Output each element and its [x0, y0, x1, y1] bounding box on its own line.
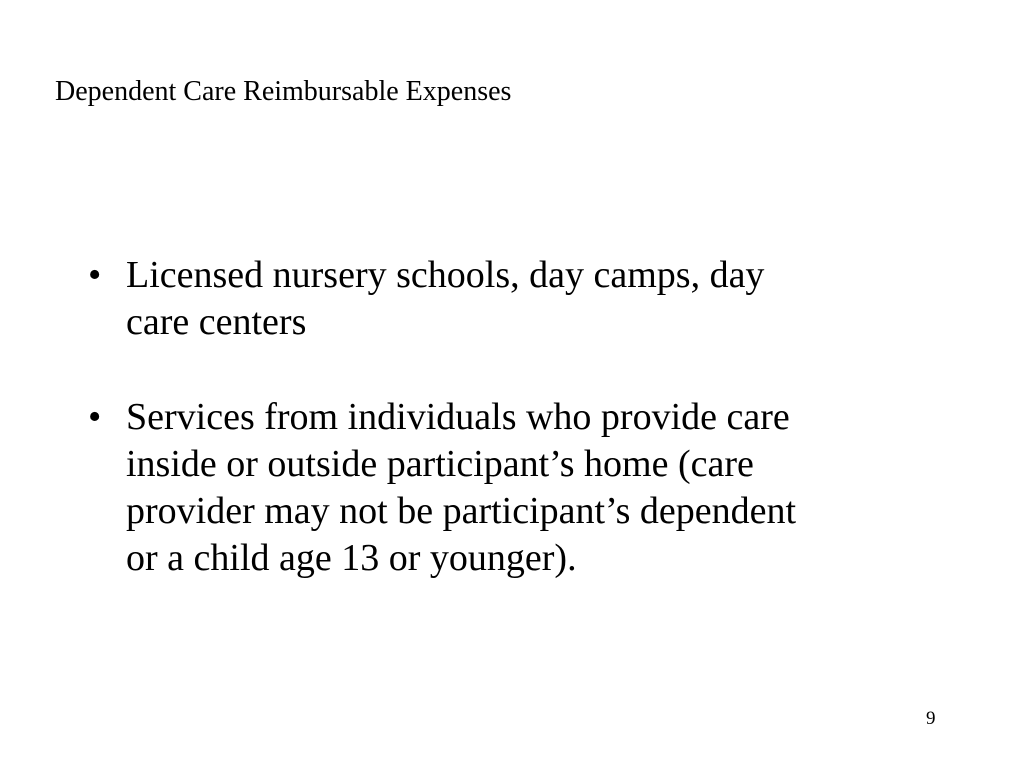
- bullet-text-line: inside or outside participant’s home (care: [126, 443, 754, 485]
- bullet-text-line: provider may not be participant’s dependent: [126, 490, 797, 532]
- page-number: 9: [926, 708, 936, 729]
- bullet-text-line: care centers: [126, 301, 307, 343]
- bullet-text-line: or a child age 13 or younger).: [126, 537, 577, 579]
- bullet-list: [88, 252, 948, 630]
- bullet-text-line: Licensed nursery schools, day camps, day: [126, 254, 765, 296]
- bullet-text: [126, 252, 948, 346]
- bullet-marker: •: [88, 396, 102, 438]
- bullet-text: [126, 394, 948, 582]
- bullet-item-nursery-schools: [88, 252, 948, 346]
- bullet-marker: •: [88, 254, 102, 296]
- bullet-item-individual-services: [88, 394, 948, 582]
- slide-title: Dependent Care Reimbursable Expenses: [55, 76, 512, 107]
- bullet-text-line: Services from individuals who provide care: [126, 396, 790, 438]
